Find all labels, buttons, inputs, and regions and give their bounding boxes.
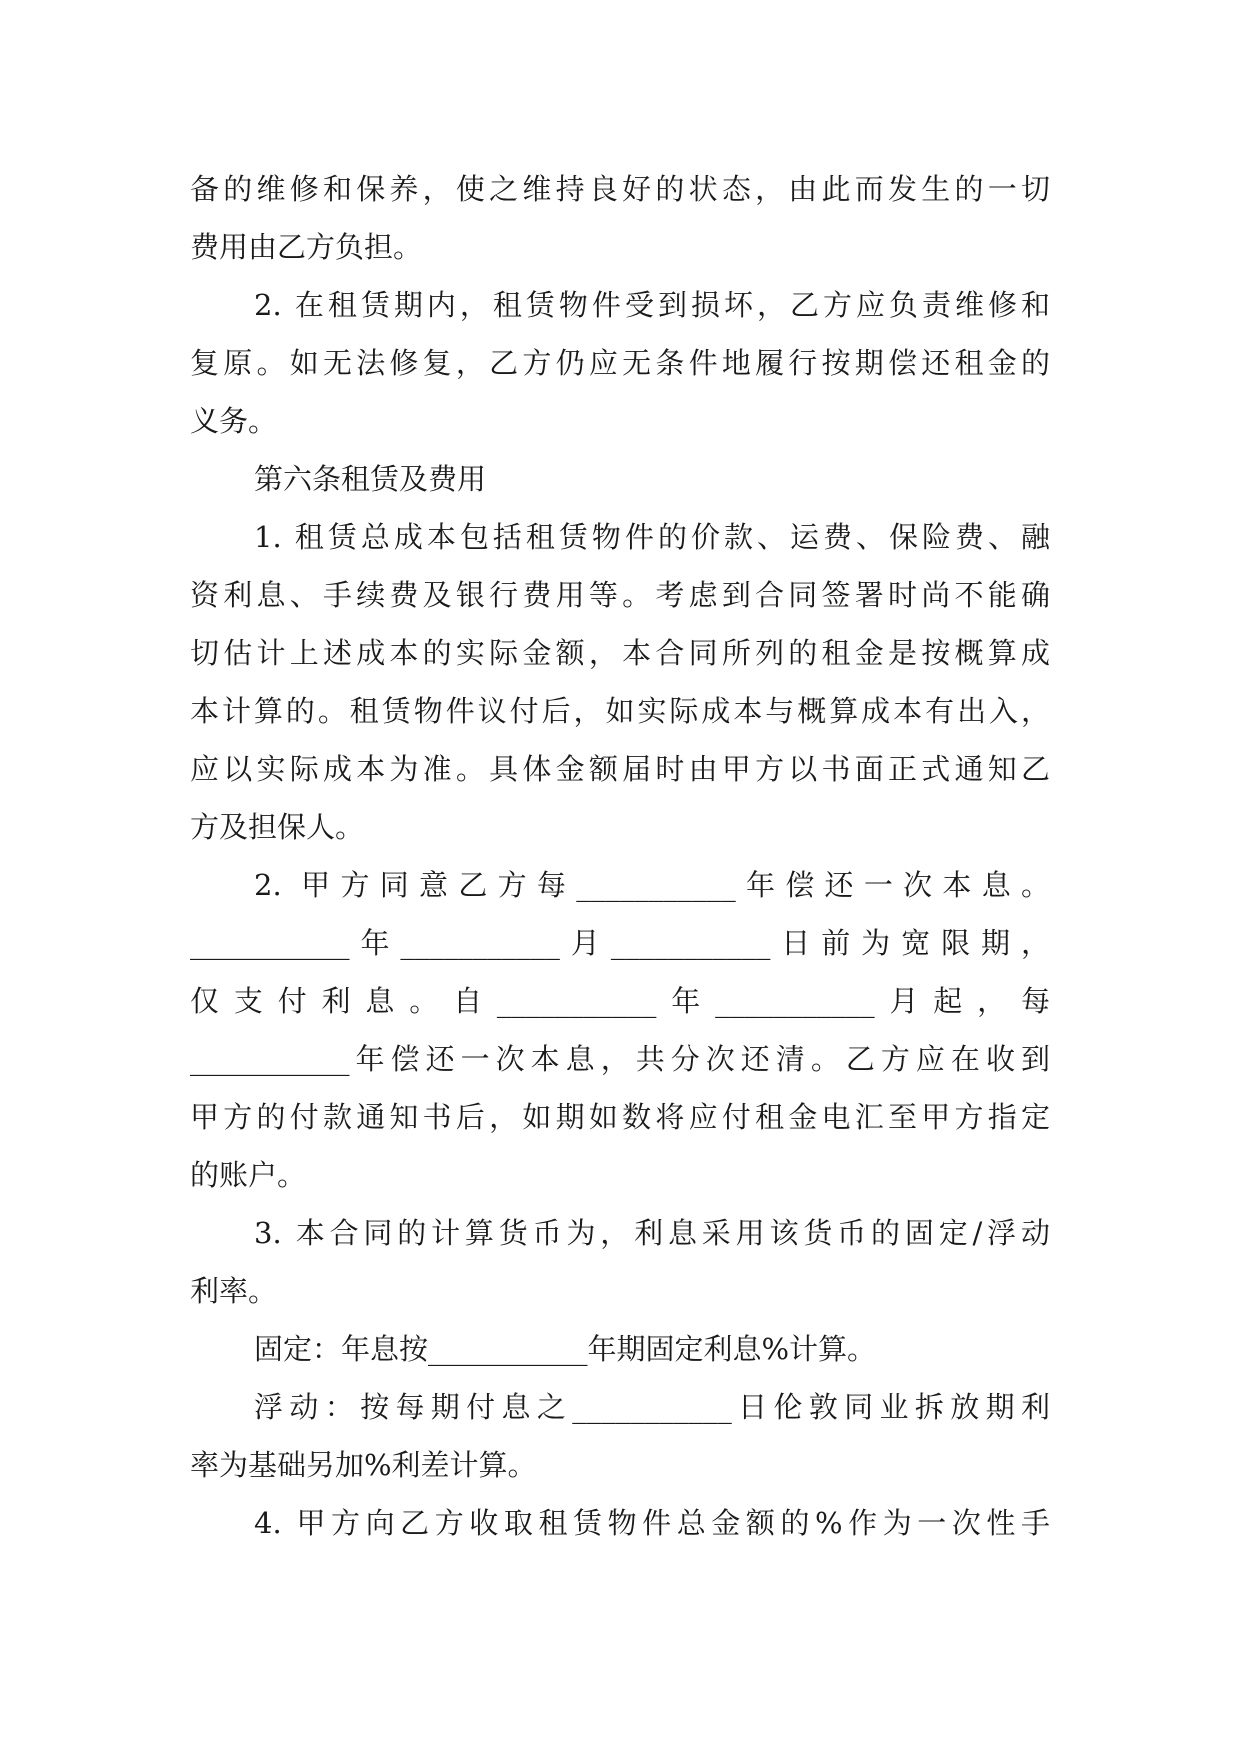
text-line: ___________年偿还一次本息，共分次还清。乙方应在收到 [190,1042,1050,1076]
text-line: 费用由乙方负担。 [190,230,423,264]
text-line: 3. 本合同的计算货币为，利息采用该货币的固定/浮动 [254,1216,1050,1250]
document-body [190,160,1050,1552]
text-line: 方及担保人。 [190,810,365,844]
text-line: 复原。如无法修复，乙方仍应无条件地履行按期偿还租金的 [190,346,1050,380]
text-line: 切估计上述成本的实际金额，本合同所列的租金是按概算成 [190,636,1050,670]
text-line: 4. 甲方向乙方收取租赁物件总金额的%作为一次性手 [254,1506,1050,1540]
text-line: 的账户。 [190,1158,307,1192]
text-line: 仅支付利息。自___________年___________月起，每 [190,984,1050,1018]
text-line: 资利息、手续费及银行费用等。考虑到合同签署时尚不能确 [190,578,1050,612]
text-line: 利率。 [190,1274,278,1308]
section-heading: 第六条租赁及费用 [254,462,487,496]
text-line: 义务。 [190,404,278,438]
text-line: 1. 租赁总成本包括租赁物件的价款、运费、保险费、融 [254,520,1050,554]
text-line: 率为基础另加%利差计算。 [190,1448,537,1482]
text-line: ___________年___________月___________日前为宽限期， [190,926,1050,960]
text-line: 浮动：按每期付息之___________日伦敦同业拆放期利 [254,1390,1050,1424]
text-line: 2. 在租赁期内，租赁物件受到损坏，乙方应负责维修和 [254,288,1050,322]
text-line: 固定：年息按___________年期固定利息%计算。 [254,1332,877,1366]
text-line: 备的维修和保养，使之维持良好的状态，由此而发生的一切 [190,172,1050,206]
text-line: 本计算的。租赁物件议付后，如实际成本与概算成本有出入， [190,694,1050,728]
text-line: 应以实际成本为准。具体金额届时由甲方以书面正式通知乙 [190,752,1050,786]
text-line: 甲方的付款通知书后，如期如数将应付租金电汇至甲方指定 [190,1100,1050,1134]
text-line: 2. 甲方同意乙方每___________年偿还一次本息。 [254,868,1050,902]
